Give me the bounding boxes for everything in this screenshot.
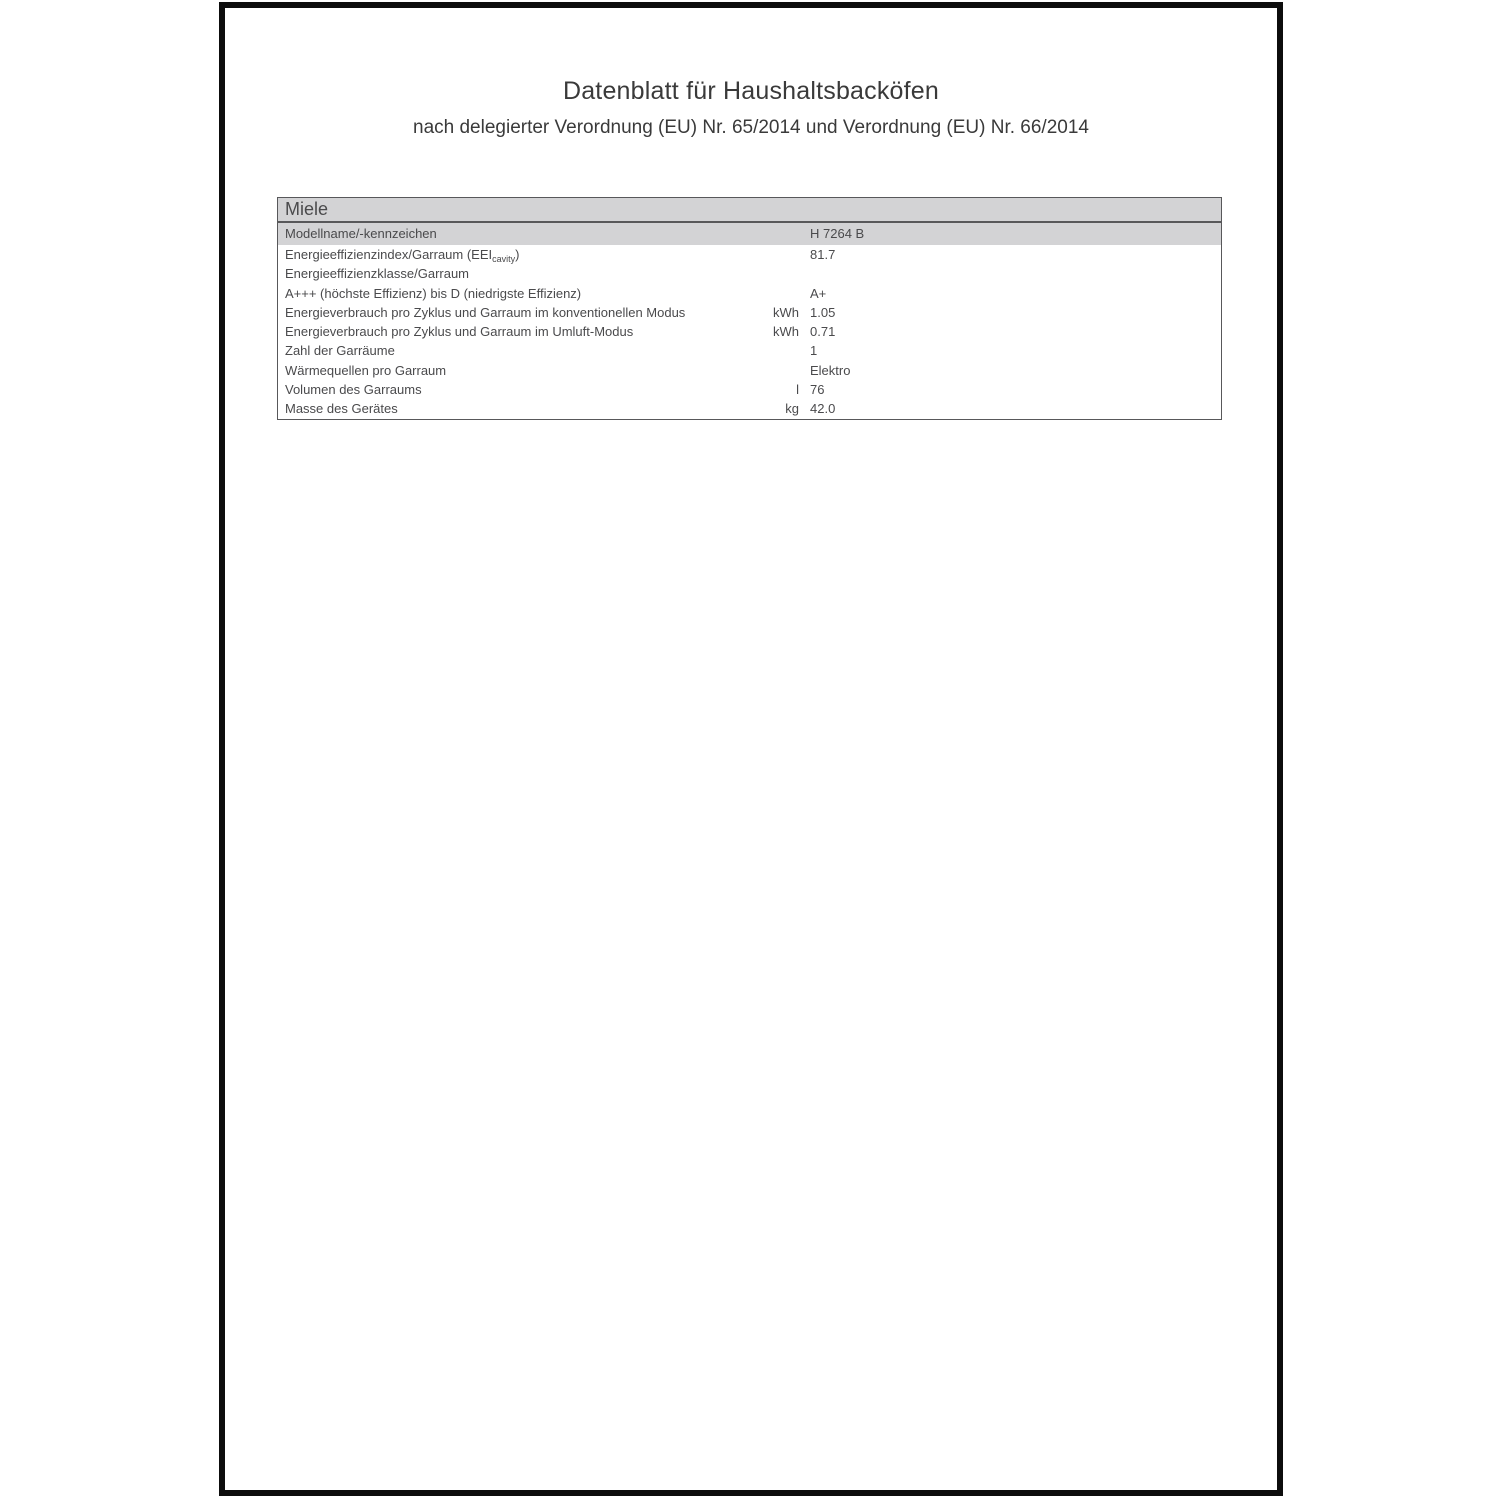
table-row	[278, 245, 1221, 264]
row-label-text: A+++ (höchste Effizienz) bis D (niedrigste Effizienz)	[285, 285, 582, 301]
row-label	[278, 223, 739, 245]
row-label	[278, 399, 739, 418]
row-value: A+	[810, 285, 827, 301]
row-label	[278, 361, 739, 380]
row-label-text: Modellname/-kennzeichen	[285, 226, 437, 241]
row-value: 1	[810, 343, 818, 359]
row-label	[278, 380, 739, 399]
row-label-text: Zahl der Garräume	[285, 343, 395, 359]
row-label	[278, 303, 739, 322]
row-label-text: Energieeffizienzklasse/Garraum	[285, 266, 470, 282]
table-row	[278, 380, 1221, 399]
row-value: 81.7	[810, 247, 836, 262]
row-label	[278, 245, 739, 264]
table-row	[278, 223, 1221, 245]
row-label	[278, 264, 739, 283]
row-unit	[739, 223, 799, 245]
row-unit: l	[796, 382, 799, 398]
row-label	[278, 322, 739, 341]
table-row	[278, 303, 1221, 322]
row-label-text: Volumen des Garraums	[285, 382, 422, 398]
row-label-subscript: cavity	[492, 254, 516, 264]
table-row	[278, 399, 1221, 418]
brand-header: Miele	[278, 198, 1221, 223]
document-title: Datenblatt für Haushaltsbacköfen	[562, 77, 940, 105]
row-label	[278, 284, 739, 303]
row-label-text: Energieverbrauch pro Zyklus und Garraum im Umluft-Modus	[285, 324, 634, 340]
row-value: 76	[810, 382, 825, 398]
document-page	[219, 2, 1283, 1496]
row-label-text-end: )	[515, 247, 520, 262]
row-value: 1.05	[810, 304, 836, 320]
row-label	[278, 341, 739, 360]
row-value: Elektro	[810, 362, 851, 378]
row-unit	[739, 284, 799, 303]
row-unit	[739, 361, 799, 380]
row-label-text: Masse des Gerätes	[285, 401, 398, 417]
table-row	[278, 284, 1221, 303]
table-row	[278, 322, 1221, 341]
table-row	[278, 341, 1221, 360]
row-unit: kWh	[773, 324, 799, 340]
row-value: 0.71	[810, 324, 836, 340]
document-subtitle: nach delegierter Verordnung (EU) Nr. 65/2014 und Verordnung (EU) Nr. 66/2014	[413, 117, 1089, 138]
row-label-text: Wärmequellen pro Garraum	[285, 362, 447, 378]
row-unit: kg	[785, 401, 799, 417]
row-value: 42.0	[810, 401, 836, 417]
row-label-text: Energieverbrauch pro Zyklus und Garraum im konventionellen Modus	[285, 304, 686, 320]
row-unit	[739, 264, 799, 283]
datasheet-table	[277, 197, 1222, 420]
table-row	[278, 264, 1221, 283]
row-value: H 7264 B	[810, 226, 865, 241]
table-row	[278, 361, 1221, 380]
row-label-text: Energieeffizienzindex/Garraum (EEI	[285, 247, 493, 262]
row-value	[810, 264, 1221, 283]
row-unit	[739, 245, 799, 264]
row-unit: kWh	[773, 304, 799, 320]
row-unit	[739, 341, 799, 360]
